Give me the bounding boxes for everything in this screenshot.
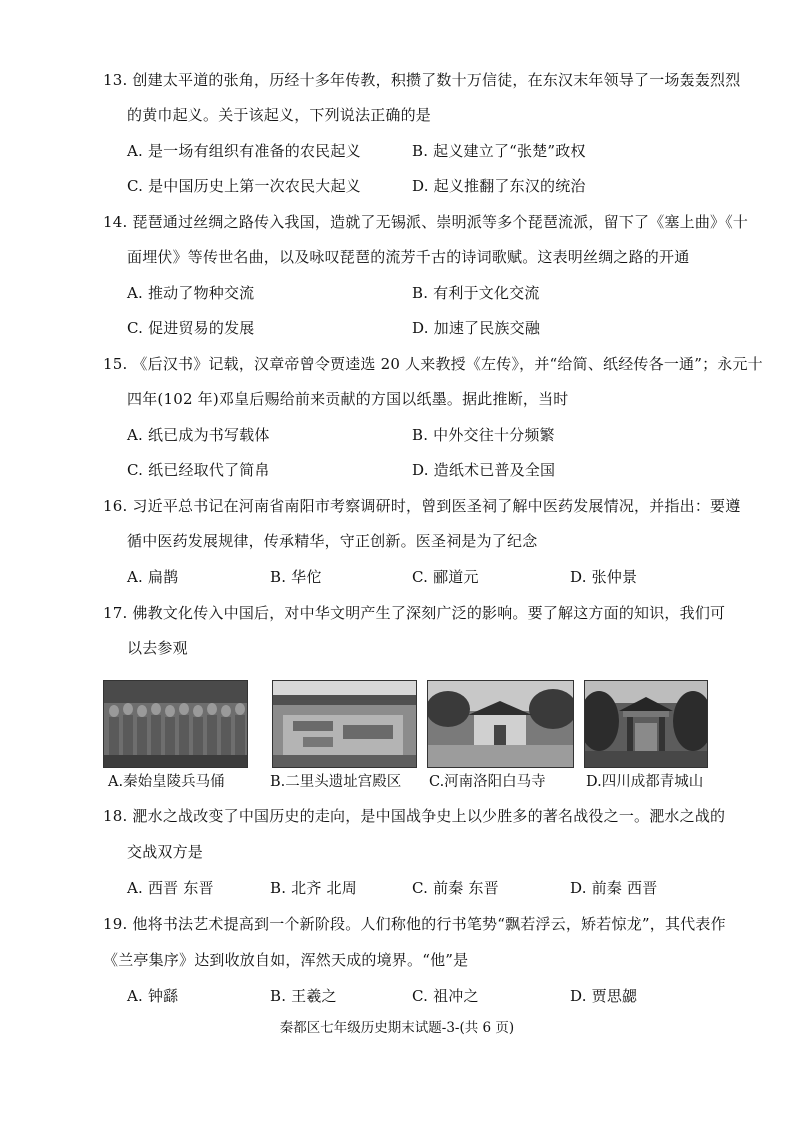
question-16-option-b: B. 华佗 [270,568,322,586]
question-18-option-b: B. 北齐 北周 [270,879,357,897]
question-16-line-2: 循中医药发展规律，传承精华，守正创新。医圣祠是为了纪念 [127,532,538,550]
question-16-option-a: A. 扁鹊 [127,568,179,586]
white-horse-temple-photo [427,680,574,768]
question-13-option-c: C. 是中国历史上第一次农民大起义 [127,177,361,195]
question-19-line-2: 《兰亭集序》达到收放自如，浑然天成的境界。“他”是 [103,951,469,969]
question-14-line-1: 14. 琵琶通过丝绸之路传入我国，造就了无锡派、崇明派等多个琵琶流派，留下了《塞上曲》《十 [103,213,749,231]
photo-caption-d: D.四川成都青城山 [586,774,704,790]
question-15-option-b: B. 中外交往十分频繁 [412,426,555,444]
question-14-option-b: B. 有利于文化交流 [412,284,540,302]
question-14-option-c: C. 促进贸易的发展 [127,319,255,337]
question-14-option-d: D. 加速了民族交融 [412,319,541,337]
page-footer: 秦都区七年级历史期末试题-3-(共 6 页) [279,1020,515,1036]
erlitou-palace-ruins-photo [272,680,417,768]
question-17-line-1: 17. 佛教文化传入中国后，对中华文明产生了深刻广泛的影响。要了解这方面的知识，我们可 [103,604,726,622]
question-14-option-a: A. 推动了物种交流 [127,284,255,302]
question-15-option-c: C. 纸已经取代了简帛 [127,461,270,479]
question-18-line-2: 交战双方是 [127,843,204,861]
question-19-option-a: A. 钟繇 [127,987,179,1005]
question-18-option-a: A. 西晋 东晋 [127,879,214,897]
question-13-option-d: D. 起义推翻了东汉的统治 [412,177,586,195]
question-16-option-d: D. 张仲景 [570,568,638,586]
question-13-line-1: 13. 创建太平道的张角，历经十多年传教，积攒了数十万信徒，在东汉末年领导了一场轰轰烈烈 [103,71,741,89]
question-14-line-2: 面埋伏》等传世名曲，以及咏叹琵琶的流芳千古的诗词歌赋。这表明丝绸之路的开通 [127,248,690,266]
question-16-line-1: 16. 习近平总书记在河南省南阳市考察调研时，曾到医圣祠了解中医药发展情况，并指出：要遵 [103,497,741,515]
terracotta-army-photo [103,680,248,768]
question-15-line-1: 15. 《后汉书》记载，汉章帝曾令贾逵选 20 人来教授《左传》，并“给简、纸经传各一通”；永元十 [103,355,763,373]
question-19-option-b: B. 王羲之 [270,987,337,1005]
question-13-option-b: B. 起义建立了“张楚”政权 [412,142,586,160]
qingcheng-mountain-gate-photo [584,680,708,768]
photo-caption-b: B.二里头遗址宫殿区 [270,774,402,790]
question-16-option-c: C. 郦道元 [412,568,479,586]
photo-caption-c: C.河南洛阳白马寺 [429,774,546,790]
question-18-option-c: C. 前秦 东晋 [412,879,499,897]
question-15-option-a: A. 纸已成为书写载体 [127,426,270,444]
question-19-line-1: 19. 他将书法艺术提高到一个新阶段。人们称他的行书笔势“飘若浮云，矫若惊龙”，其代表作 [103,915,726,933]
question-18-line-1: 18. 淝水之战改变了中国历史的走向，是中国战争史上以少胜多的著名战役之一。淝水之战的 [103,807,726,825]
question-18-option-d: D. 前秦 西晋 [570,879,658,897]
question-17-line-2: 以去参观 [127,639,188,657]
question-19-option-c: C. 祖冲之 [412,987,479,1005]
question-19-option-d: D. 贾思勰 [570,987,638,1005]
question-15-line-2: 四年(102 年)邓皇后赐给前来贡献的方国以纸墨。据此推断，当时 [127,390,569,408]
photo-caption-a: A.秦始皇陵兵马俑 [108,774,225,790]
question-13-option-a: A. 是一场有组织有准备的农民起义 [127,142,361,160]
question-15-option-d: D. 造纸术已普及全国 [412,461,556,479]
question-13-line-2: 的黄巾起义。关于该起义，下列说法正确的是 [127,106,432,124]
